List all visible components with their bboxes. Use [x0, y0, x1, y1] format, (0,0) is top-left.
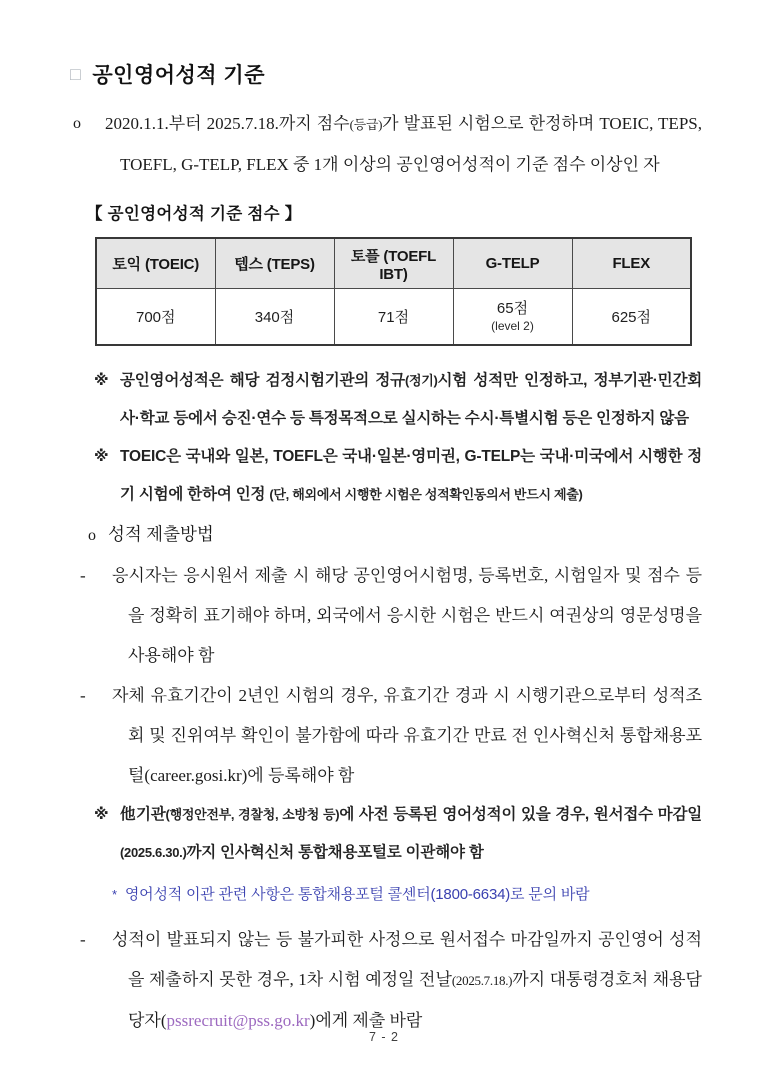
note-regular-exams [94, 362, 702, 438]
note3-paren-small-1: (행정안전부, 경찰청, 소방청 등) [165, 807, 340, 822]
gtelp-score-sub: (level 2) [491, 318, 534, 333]
cell-flex-score: 625점 [572, 289, 691, 346]
dash-paragraph-validity: - 자체 유효기간이 2년인 시험의 경우, 유효기간 경과 시 시행기관으로부터 성적조회 및 진위여부 확인이 불가함에 따라 유효기간 만료 전 인사혁신처 통합채용포털(career.gosi.kr)에 등록해야 함 [80, 686, 702, 785]
page-title-text: 공인영어성적 기준 [92, 64, 265, 87]
dash1-text: 응시자는 응시원서 제출 시 해당 공인영어시험명, 등록번호, 시험일자 및 점수 등을 정확히 표기해야 하며, 외국에서 응시한 시험은 반드시 여권상의 영문성명을 사용해야 함 [112, 566, 702, 665]
note3-text-2: 에 사전 등록된 영어성적이 있을 경우, 원서접수 마감일 [339, 806, 702, 823]
email-link[interactable]: pssrecruit@pss.go.kr [166, 1011, 310, 1030]
section-heading-text: 성적 제출방법 [108, 524, 214, 544]
score-table [95, 237, 692, 346]
cell-gtelp-score [453, 289, 572, 346]
note-test-regions [94, 438, 702, 514]
header-flex: FLEX [572, 238, 691, 289]
dash3-text-3: )에게 제출 바람 [309, 1011, 423, 1030]
note3-text-3: 까지 인사혁신처 통합채용포털로 이관해야 함 [186, 844, 484, 861]
header-gtelp: G-TELP [453, 238, 572, 289]
intro-text-1: 2020.1.1.부터 2025.7.18.까지 점수 [105, 114, 350, 133]
reference-mark-icon: ※ [94, 372, 109, 389]
dash3-text-2: 까지 대통령경호처 채용담당자( [128, 970, 702, 1030]
dash-paragraph-late-submission: - 성적이 발표되지 않는 등 불가피한 사정으로 원서접수 마감일까지 공인영어 성적을 제출하지 못한 경우, 1차 시험 예정일 전날(2025.7.18.)까지 대통령경호처 채용담당자(pssrecruit@pss.go.kr)에게 제출 바람 [80, 930, 702, 1030]
note1-text-1: 공인영어성적은 해당 검정시험기관의 정규 [120, 372, 405, 389]
cell-teps-score: 340점 [215, 289, 334, 346]
callcenter-notice-text: 영어성적 이관 관련 사항은 통합채용포털 콜센터(1800-6634)로 문의 바람 [124, 886, 590, 903]
dash-paragraph-application: - 응시자는 응시원서 제출 시 해당 공인영어시험명, 등록번호, 시험일자 및 점수 등을 정확히 표기해야 하며, 외국에서 응시한 시험은 반드시 여권상의 영문성명을 사용해야 함 [80, 566, 702, 665]
section-submission-method [88, 514, 702, 556]
page-number: 7 - 2 [368, 1030, 399, 1044]
dash3-paren-small: (2025.7.18.) [451, 973, 513, 988]
square-bullet-icon: □ [70, 64, 82, 84]
note1-paren-small: (정기) [404, 373, 438, 388]
cell-toefl-score: 71점 [334, 289, 453, 346]
header-toefl: 토플 (TOEFL IBT) [334, 238, 453, 289]
header-teps: 텝스 (TEPS) [215, 238, 334, 289]
table-row [96, 289, 691, 346]
asterisk-marker: * [112, 887, 117, 902]
intro-text-2: 가 발표된 시험으로 한정하며 TOEIC, TEPS, TOEFL, G-TELP, FLEX 중 1개 이상의 공인영어성적이 기준 점수 이상인 자 [120, 114, 702, 174]
intro-paren-small: (등급) [349, 117, 383, 132]
table-header-row [96, 238, 691, 289]
note3-paren-small-2: (2025.6.30.) [120, 845, 187, 860]
page-title [70, 58, 702, 90]
reference-mark-icon: ※ [94, 448, 109, 465]
cell-toeic-score: 700점 [96, 289, 215, 346]
note1-text-2: 시험 성적만 인정하고, 정부기관·민간회사·학교 등에서 승진·연수 등 특정목적으로 실시하는 수시·특별시험 등은 인정하지 않음 [120, 372, 702, 427]
table-caption: 【 공인영어성적 기준 점수 】 [86, 205, 302, 223]
note2-paren-small: (단, 해외에서 시행한 시험은 성적확인동의서 반드시 제출) [269, 487, 583, 502]
header-toeic: 토익 (TOEIC) [96, 238, 215, 289]
gtelp-score-main: 65점 [496, 299, 529, 317]
callcenter-notice [112, 880, 702, 910]
reference-mark-icon: ※ [94, 806, 109, 823]
dash2-text: 자체 유효기간이 2년인 시험의 경우, 유효기간 경과 시 시행기관으로부터 성적조회 및 진위여부 확인이 불가함에 따라 유효기간 만료 전 인사혁신처 통합채용포털(career.gosi.kr)에 등록해야 함 [112, 686, 702, 785]
dash3-text-1: 성적이 발표되지 않는 등 불가피한 사정으로 원서접수 마감일까지 공인영어 성적을 제출하지 못한 경우, 1차 시험 예정일 전날 [112, 930, 702, 989]
circle-bullet-marker: o [88, 527, 96, 544]
note3-text-1: 他기관 [120, 806, 166, 823]
intro-paragraph: o 2020.1.1.부터 2025.7.18.까지 점수(등급)가 발표된 시험으로 한정하며 TOEIC, TEPS, TOEFL, G-TELP, FLEX 중 1개 이상의 공인영어성적이 기준 점수 이상인 자 [73, 114, 702, 174]
note2-text-1: TOEIC은 국내와 일본, TOEFL은 국내·일본·영미권, G-TELP는 국내·미국에서 시행한 정기 시험에 한하여 인정 [120, 448, 702, 503]
note-other-agencies [94, 796, 702, 872]
